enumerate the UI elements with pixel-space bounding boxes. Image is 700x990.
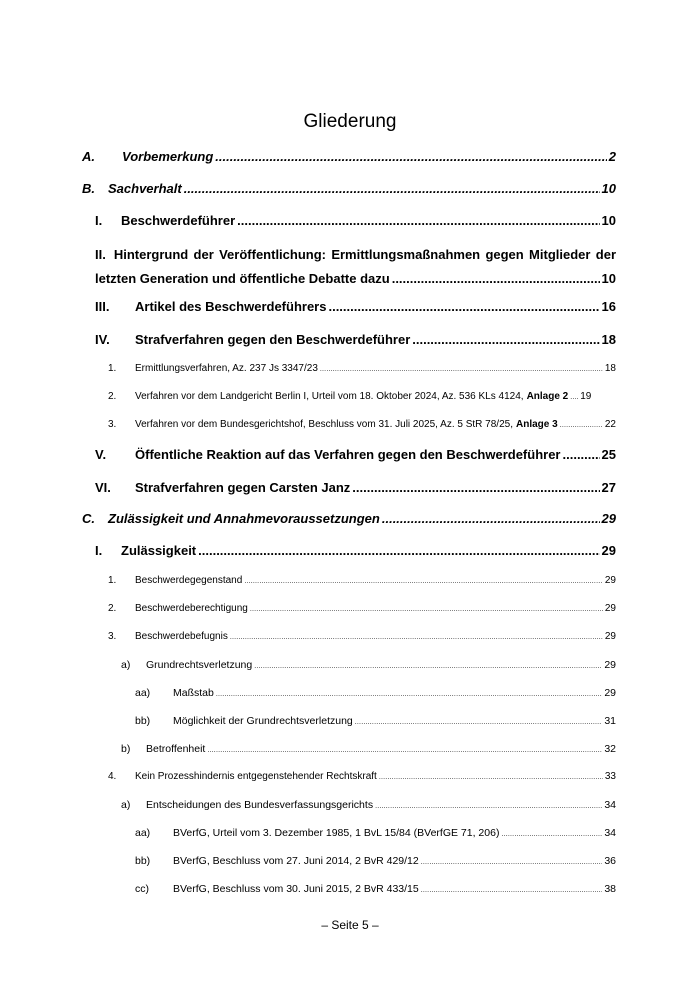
toc-title-line-2 xyxy=(95,267,616,291)
toc-leader xyxy=(352,480,599,495)
toc-number: 1. xyxy=(108,575,117,586)
toc-leader xyxy=(355,719,603,726)
toc-title: Zulässigkeit und Annahmevoraussetzungen xyxy=(108,511,380,526)
toc-entry-b-v[interactable] xyxy=(95,447,616,462)
page-title: Gliederung xyxy=(303,111,397,132)
toc-page: 27 xyxy=(601,480,616,495)
toc-leader xyxy=(379,774,603,781)
toc-number: 2. xyxy=(108,603,117,614)
toc-page: 29 xyxy=(604,603,616,614)
toc-page: 18 xyxy=(604,363,616,374)
toc-page: 19 xyxy=(580,391,592,402)
toc-entry-a[interactable] xyxy=(82,149,616,164)
toc-entry-b[interactable] xyxy=(82,181,616,196)
toc-page: 25 xyxy=(601,447,616,462)
toc-entry-b-iv-1[interactable] xyxy=(108,363,616,374)
toc-title: BVerfG, Beschluss vom 27. Juni 2014, 2 BvR 429/12 xyxy=(173,855,419,867)
toc-leader xyxy=(421,887,603,894)
toc-title: Möglichkeit der Grundrechtsverletzung xyxy=(173,715,353,727)
toc-leader xyxy=(184,181,600,196)
toc-page: 10 xyxy=(601,271,616,286)
toc-title: Vorbemerkung xyxy=(122,149,214,164)
toc-leader xyxy=(421,859,603,866)
toc-title: Hintergrund der Veröffentlichung: Ermittlungsmaßnahmen gegen Mitglieder der xyxy=(113,247,616,262)
toc-page: 34 xyxy=(604,827,616,839)
toc-page: 31 xyxy=(604,715,616,727)
toc-title: BVerfG, Urteil vom 3. Dezember 1985, 1 BvL 15/84 (BVerfGE 71, 206) xyxy=(173,827,500,839)
toc-page: 10 xyxy=(601,181,616,196)
toc-number: bb) xyxy=(135,855,151,867)
toc-title: Betroffenheit xyxy=(146,743,206,755)
toc-leader xyxy=(560,422,603,429)
toc-number: III. xyxy=(95,299,110,314)
toc-title-continued: letzten Generation und öffentliche Debatte dazu xyxy=(95,271,390,286)
toc-page: 38 xyxy=(604,883,616,895)
toc-number: b) xyxy=(121,743,131,755)
toc-number: 3. xyxy=(108,631,117,642)
toc-number: B. xyxy=(82,181,95,196)
toc-annex-label: Anlage 3 xyxy=(516,419,558,430)
toc-page: 18 xyxy=(601,332,616,347)
toc-entry-c-i[interactable] xyxy=(95,543,616,558)
toc-entry-b-ii[interactable] xyxy=(95,243,616,291)
toc-number: I. xyxy=(95,543,103,558)
toc-number: 1. xyxy=(108,363,117,374)
toc-entry-c-i-4-a-bb[interactable] xyxy=(135,855,616,867)
toc-page: 29 xyxy=(604,575,616,586)
toc-entry-b-vi[interactable] xyxy=(95,480,616,495)
toc-leader xyxy=(320,366,603,373)
toc-number: 4. xyxy=(108,771,117,782)
toc-entry-c[interactable] xyxy=(82,511,616,526)
toc-number: VI. xyxy=(95,480,111,495)
toc-entry-c-i-2[interactable] xyxy=(108,603,616,614)
toc-title: Beschwerdeberechtigung xyxy=(135,603,248,614)
toc-entry-b-iii[interactable] xyxy=(95,299,616,314)
toc-page: 10 xyxy=(601,213,616,228)
toc-number: a) xyxy=(121,799,131,811)
toc-title: Kein Prozesshindernis entgegenstehender Rechtskraft xyxy=(135,771,377,782)
toc-leader xyxy=(207,747,602,754)
toc-entry-b-i[interactable] xyxy=(95,213,616,228)
toc-page: 29 xyxy=(604,659,616,671)
toc-title: Maßstab xyxy=(173,687,214,699)
toc-leader xyxy=(216,691,602,698)
toc-number: I. xyxy=(95,213,103,228)
toc-entry-c-i-4-a-cc[interactable] xyxy=(135,883,616,895)
toc-page: 34 xyxy=(604,799,616,811)
toc-leader xyxy=(570,394,578,401)
toc-leader xyxy=(563,447,600,462)
toc-entry-b-iv-3[interactable] xyxy=(108,419,616,430)
toc-page: 2 xyxy=(608,149,616,164)
toc-title: Artikel des Beschwerdeführers xyxy=(135,299,327,314)
toc-title-line-1 xyxy=(95,243,616,267)
toc-entry-c-i-4-a[interactable] xyxy=(121,799,616,811)
toc-leader xyxy=(230,634,603,641)
page-footer: – Seite 5 – xyxy=(321,918,379,932)
toc-leader xyxy=(392,267,600,291)
toc-number: C. xyxy=(82,511,95,526)
toc-entry-c-i-1[interactable] xyxy=(108,575,616,586)
toc-entry-c-i-3-b[interactable] xyxy=(121,743,616,755)
toc-entry-c-i-3-a[interactable] xyxy=(121,659,616,671)
toc-leader xyxy=(412,332,599,347)
toc-title: Sachverhalt xyxy=(108,181,182,196)
toc-title: Beschwerdebefugnis xyxy=(135,631,228,642)
toc-number: aa) xyxy=(135,687,151,699)
toc-title: Öffentliche Reaktion auf das Verfahren gegen den Beschwerdeführer xyxy=(135,447,561,462)
toc-leader xyxy=(250,606,603,613)
toc-title: Strafverfahren gegen den Beschwerdeführer xyxy=(135,332,411,347)
toc-entry-c-i-3-a-aa[interactable] xyxy=(135,687,616,699)
toc-annex-label: Anlage 2 xyxy=(526,391,569,402)
toc-entry-b-iv-2[interactable] xyxy=(108,391,616,402)
toc-leader xyxy=(237,213,599,228)
toc-page: 33 xyxy=(604,771,616,782)
toc-title: Beschwerdeführer xyxy=(121,213,236,228)
toc-entry-c-i-4[interactable] xyxy=(108,771,616,782)
toc-page: 29 xyxy=(604,687,616,699)
toc-page: 16 xyxy=(601,299,616,314)
toc-number: cc) xyxy=(135,883,149,895)
toc-leader xyxy=(244,578,603,585)
toc-entry-c-i-3-a-bb[interactable] xyxy=(135,715,616,727)
toc-entry-c-i-4-a-aa[interactable] xyxy=(135,827,616,839)
toc-page: 29 xyxy=(601,543,616,558)
toc-title: Zulässigkeit xyxy=(121,543,197,558)
toc-number: IV. xyxy=(95,332,110,347)
toc-number: 2. xyxy=(108,391,117,402)
toc-entry-c-i-3[interactable] xyxy=(108,631,616,642)
toc-leader xyxy=(254,663,602,670)
toc-page: 32 xyxy=(604,743,616,755)
toc-number: 3. xyxy=(108,419,117,430)
toc-title: Beschwerdegegenstand xyxy=(135,575,243,586)
toc-number: II. xyxy=(95,247,106,262)
toc-leader xyxy=(198,543,599,558)
toc-number: V. xyxy=(95,447,107,462)
toc-number: a) xyxy=(121,659,131,671)
toc-page: 29 xyxy=(601,511,616,526)
toc-title: BVerfG, Beschluss vom 30. Juni 2015, 2 BvR 433/15 xyxy=(173,883,419,895)
toc-leader xyxy=(501,831,602,838)
toc-title: Ermittlungsverfahren, Az. 237 Js 3347/23 xyxy=(135,363,318,374)
toc-title: Strafverfahren gegen Carsten Janz xyxy=(135,480,351,495)
toc-leader xyxy=(215,149,607,164)
toc-page: 36 xyxy=(604,855,616,867)
toc-title: Verfahren vor dem Landgericht Berlin I, Urteil vom 18. Oktober 2024, Az. 536 KLs 4124, xyxy=(135,391,524,402)
toc-number: bb) xyxy=(135,715,151,727)
toc-number: A. xyxy=(82,149,95,164)
toc-page: 29 xyxy=(604,631,616,642)
toc-title: Grundrechtsverletzung xyxy=(146,659,253,671)
toc-title: Verfahren vor dem Bundesgerichtshof, Beschluss vom 31. Juli 2025, Az. 5 StR 78/25, xyxy=(135,419,513,430)
toc-title: Entscheidungen des Bundesverfassungsgerichts xyxy=(146,799,374,811)
toc-leader xyxy=(328,299,599,314)
toc-page: 22 xyxy=(604,419,616,430)
toc-leader xyxy=(382,511,600,526)
toc-entry-b-iv[interactable] xyxy=(95,332,616,347)
toc-leader xyxy=(375,803,602,810)
toc-number: aa) xyxy=(135,827,151,839)
